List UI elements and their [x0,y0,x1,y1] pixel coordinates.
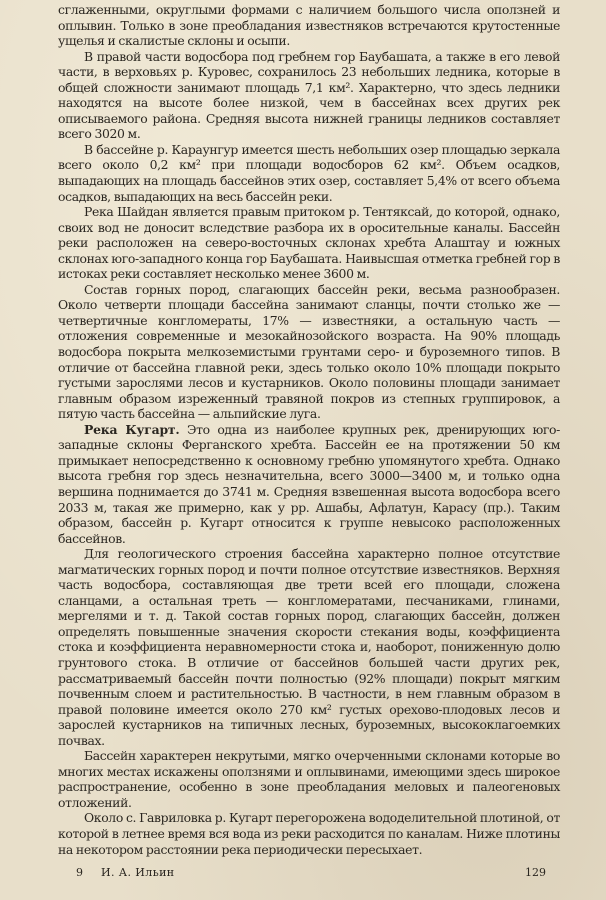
kugart-text: Это одна из наиболее крупных рек, дренирующих юго-западные склоны Ферганского хребта. Бассейн ее на протяжении 50 км примыкает непосредственно к основному гребню упомянутого хребта. Однако высота гребня гор здесь незначительна, всего 3000—3400 м, и только одна вершина поднимается до 3741 м. Средняя взвешенная высота водосбора всего 2033 м, такая же примерно, как у рр. Ашабы, Афлатун, Карасу (пр.). Таким образом, бассейн р. Кугарт относится к группе невысоко расположенных бассейнов. [58,421,560,546]
paragraph-lakes: В бассейне р. Караунгур имеется шесть небольших озер площадью зеркала всего около 0,2 км² при площади водосборов 62 км². Объем осадков, выпадающих на площадь бассейнов этих озер, составляет 5,4% от всего объема осадков, выпадающих на весь бассейн реки. [58,141,560,204]
paragraph-kugart-dam: Около с. Гавриловка р. Кугарт перегорожена вододелительной плотиной, от которой в летнее время вся вода из реки расходится по каналам. Ниже плотины на некотором расстоянии река периодически пересыхает. [58,810,560,857]
paragraph-glaciers: В правой части водосбора под гребнем гор Баубашата, а также в его левой части, в верховьях р. Куровес, сохранилось 23 небольших ледника, которые в общей сложности занимают площадь 7,1 км². Характерно, что здесь ледники находятся на высоте более низкой, чем в бассейнах всех других рек описываемого района. Средняя высота нижней границы ледников составляет всего 3020 м. [58,48,560,142]
page-footer [58,866,560,884]
footer-author: И. А. Ильин [101,866,175,879]
body-text [58,2,560,857]
paragraph-geology: Состав горных пород, слагающих бассейн реки, весьма разнообразен. Около четверти площади бассейна занимают сланцы, почти столько же — четвертичные конгломераты, 17% — известняки, а остальную часть — отложения современные и мезокайнозойского возраста. На 90% площадь водосбора покрыта мелкоземистыми грунтами серо- и буроземного типов. В отличие от бассейна главной реки, здесь только около 10% площади покрыто густыми зарослями лесов и кустарников. Около половины площади занимает главным образом изреженный травяной покров из степных группировок, а пятую часть бассейна — альпийские луга. [58,281,560,422]
paragraph-kugart-slopes: Бассейн характерен некрутыми, мягко очерченными склонами которые во многих местах искажены оползнями и оплывинами, имеющими здесь широкое распространение, особенно в зоне преобладания меловых и палеогеновых отложений. [58,748,560,810]
paragraph-kugart-geology: Для геологического строения бассейна характерно полное отсутствие магматических горных пород и почти полное отсутствие известняков. Верхняя часть водосбора, составляющая две трети всей его площади, сложена сланцами, а остальная треть — конгломератами, песчаниками, глинами, мергелями и т. д. Такой состав горных пород, слагающих бассейн, должен определять повышенные значения скорости стекания воды, коэффициента стока и коэффициента неравномерности стока и, наоборот, пониженную долю грунтового стока. В отличие от бассейнов большей части других рек, рассматриваемый бассейн почти полностью (92% площади) покрыт мягким почвенным слоем и растительностью. В частности, в нем главным образом в правой половине имеется около 270 км² густых орехово-плодовых лесов и зарослей кустарников на типичных лесных, буроземных, высококлагоемких почвах. [58,546,560,748]
section-heading-kugart: Река Кугарт. [84,421,180,437]
paragraph-kugart [58,422,560,546]
paragraph-continued: сглаженными, округлыми формами с наличием большого числа оползней и оплывин. Только в зоне преобладания известняков встречаются крутостенные ущелья и скалистые склоны и осыпи. [58,2,560,49]
signature-mark: 9 [76,866,83,879]
paragraph-shaidan: Река Шайдан является правым притоком р. Тентяксай, до которой, однако, своих вод не доносит вследствие разбора их в оросительные каналы. Бассейн реки расположен на северо-восточных склонах хребта Алаштау и южных склонах юго-западного конца гор Баубашата. Наивысшая отметка гребней гор в истоках реки составляет несколько менее 3600 м. [58,204,560,282]
page-number: 129 [525,866,546,879]
